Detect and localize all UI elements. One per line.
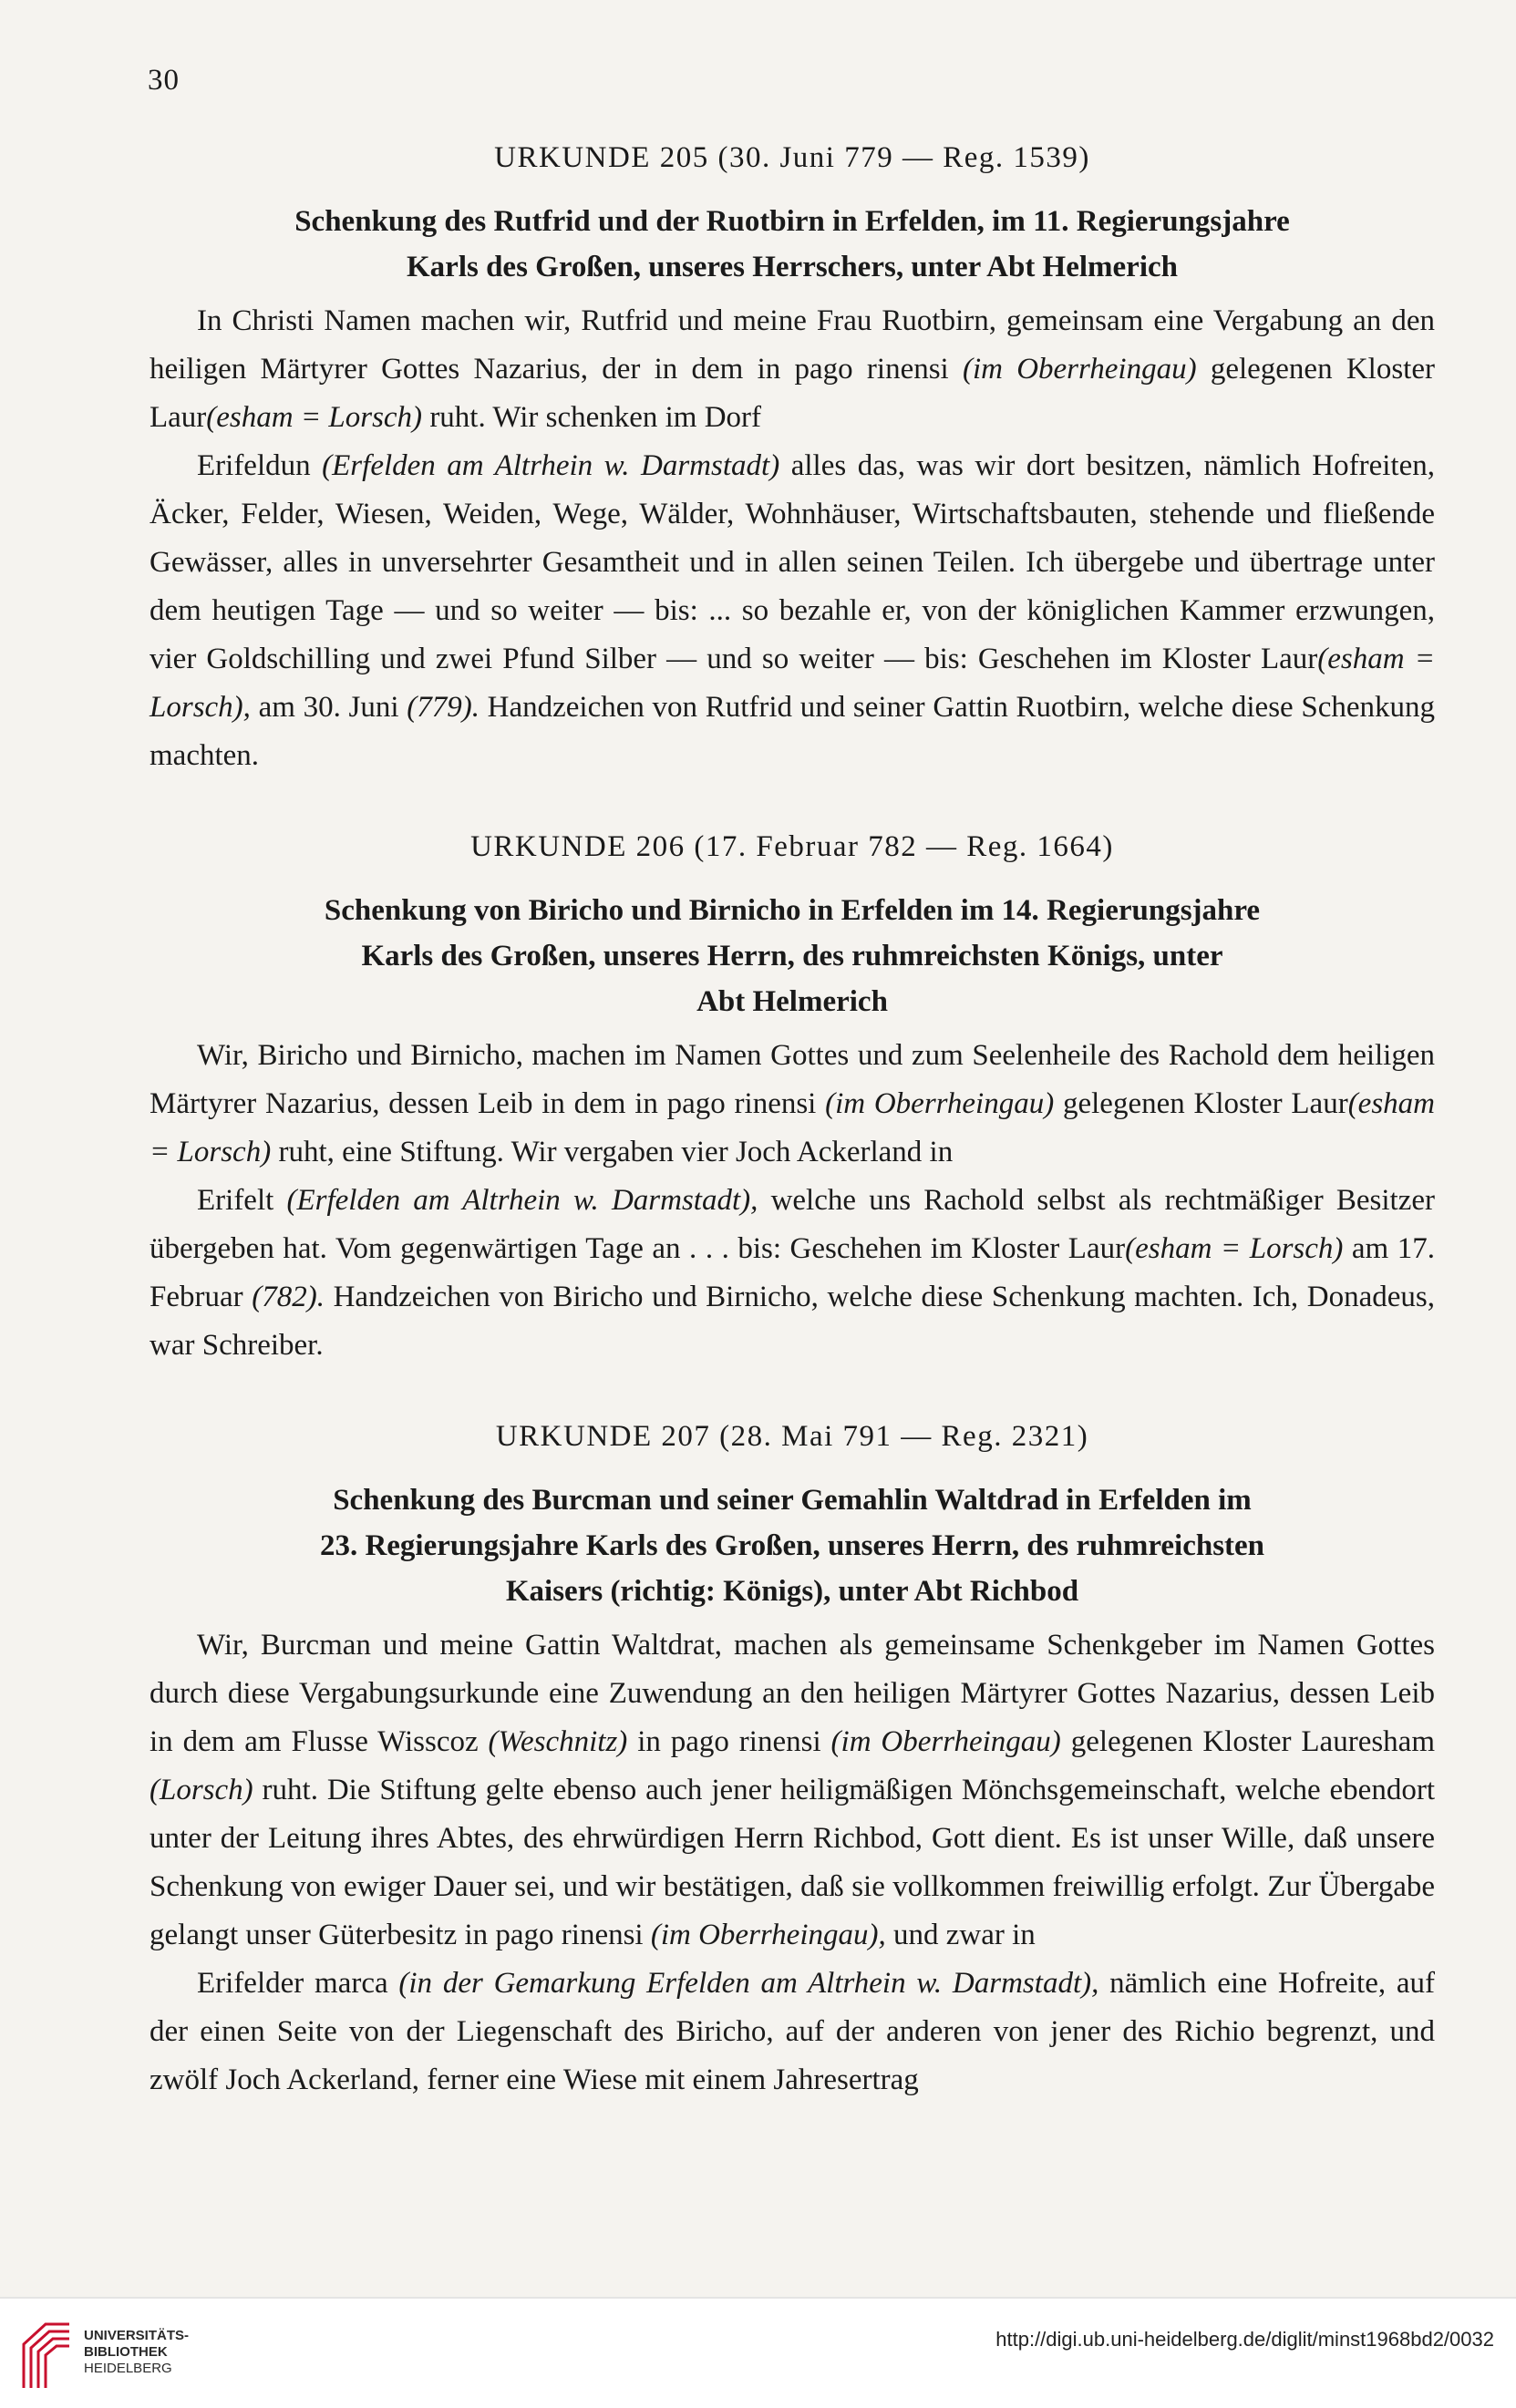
italic-annotation: (im Oberrheingau) (830, 1725, 1061, 1758)
charter-paragraph (150, 442, 1435, 780)
charter-section (150, 826, 1435, 1370)
text-run: Wir, Burcman und meine Gattin Waltdrat, machen als gemeinsame Schenkgeber im Namen Gottes durch diese Vergabungsurkunde eine Zuwendung an den heiligen Märtyrer Gottes Nazarius, dessen Leib in dem am Flusse Wisscoz (150, 1629, 1435, 1758)
text-run: Wir, Biricho und Birnicho, machen im Namen Gottes und zum Seelenheile des Rachold dem heiligen Märtyrer Nazarius, dessen Leib in dem in pago rinensi (150, 1039, 1435, 1120)
text-run: Handzeichen von Rutfrid und seiner Gattin Ruotbirn, welche diese Schenkung machten. (150, 691, 1436, 772)
italic-annotation: (esham = Lorsch) (206, 401, 423, 434)
charter-subtitle (150, 888, 1435, 1024)
footer-bar (0, 2297, 1516, 2408)
italic-annotation: (Erfelden am Altrhein w. Darmstadt), (286, 1184, 758, 1217)
charter-subtitle-line: Kaisers (richtig: Königs), unter Abt Richbod (505, 1575, 1079, 1608)
library-name-line-3: HEIDELBERG (84, 2361, 172, 2376)
charter-paragraph (150, 1177, 1435, 1370)
document-content (150, 137, 1435, 2104)
charter-heading: URKUNDE 206 (17. Februar 782 — Reg. 1664) (470, 830, 1114, 863)
charter-subtitle-line: Abt Helmerich (696, 985, 888, 1018)
text-run: am 17. Februar (150, 1232, 1435, 1313)
text-run: ruht. Die Stiftung gelte ebenso auch jener heiligmäßigen Mönchsgemeinschaft, welche ebendort unter der Leitung ihres Abtes, des ehrwürdigen Herrn Richbod, Gott dient. Es ist unser Wille, daß unsere Schenkung von ewiger Dauer sei, und wir bestätigen, daß sie vollkommen freiwillig erfolgt. Zur Übergabe gelangt unser Güterbesitz in pago rinensi (150, 1774, 1435, 1951)
text-run: gelegenen Kloster Laur (1054, 1087, 1348, 1120)
library-name-line-1: UNIVERSITÄTS- (84, 2328, 190, 2343)
charter-section (150, 137, 1435, 780)
charter-paragraph (150, 297, 1435, 442)
italic-annotation: (782). (252, 1281, 325, 1313)
italic-annotation: (im Oberrheingau) (962, 353, 1197, 386)
text-run: welche uns Rachold selbst als rechtmäßiger Besitzer übergeben hat. Vom gegenwärtigen Tage an . . . bis: Geschehen im Kloster Laur (150, 1184, 1435, 1265)
charter-heading: URKUNDE 205 (30. Juni 779 — Reg. 1539) (494, 141, 1090, 174)
charter-heading: URKUNDE 207 (28. Mai 791 — Reg. 2321) (495, 1420, 1089, 1453)
italic-annotation: (in der Gemarkung Erfelden am Altrhein w. Darmstadt), (398, 1967, 1099, 2000)
text-run: gelegenen Kloster Lauresham (1060, 1725, 1435, 1758)
charter-paragraph (150, 1621, 1435, 1960)
charter-subtitle-line: Schenkung des Burcman und seiner Gemahlin Waltdrad in Erfelden im (333, 1484, 1252, 1517)
charter-subtitle-line: Karls des Großen, unseres Herrschers, unter Abt Helmerich (407, 251, 1178, 283)
library-name (84, 2328, 189, 2377)
text-run: Erifelt (197, 1184, 287, 1217)
charter-subtitle-line: Karls des Großen, unseres Herrn, des ruhmreichsten Königs, unter (361, 940, 1223, 972)
charter-subtitle (150, 199, 1435, 290)
charter-paragraph (150, 1960, 1435, 2104)
charter-subtitle-line: Schenkung des Rutfrid und der Ruotbirn in Erfelden, im 11. Regierungsjahre (294, 205, 1290, 238)
text-run: Erifeldun (197, 449, 323, 482)
charter-paragraph (150, 1032, 1435, 1177)
source-url-link[interactable]: http://digi.ub.uni-heidelberg.de/diglit/minst1968bd2/0032 (995, 2328, 1494, 2351)
charter-section (150, 1415, 1435, 2104)
library-logo-icon[interactable] (18, 2317, 75, 2392)
italic-annotation: (esham = Lorsch) (150, 1087, 1435, 1168)
italic-annotation: (im Oberrheingau), (650, 1919, 886, 1951)
charter-subtitle (150, 1477, 1435, 1614)
text-run: gelegenen Kloster Laur (150, 353, 1435, 434)
italic-annotation: (esham = Lorsch) (1125, 1232, 1344, 1265)
italic-annotation: (Weschnitz) (488, 1725, 628, 1758)
charter-subtitle-line: Schenkung von Biricho und Birnicho in Erfelden im 14. Regierungsjahre (324, 894, 1261, 927)
text-run: ruht. Wir schenken im Dorf (422, 401, 762, 434)
italic-annotation: (Erfelden am Altrhein w. Darmstadt) (322, 449, 780, 482)
text-run: Erifelder marca (197, 1967, 399, 2000)
page-number: 30 (148, 64, 180, 97)
text-run: In Christi Namen machen wir, Rutfrid und meine Frau Ruotbirn, gemeinsam eine Vergabung an den heiligen Märtyrer Gottes Nazarius, der in dem in pago rinensi (150, 304, 1435, 386)
section-spacer (150, 780, 1435, 826)
section-spacer (150, 1370, 1435, 1415)
library-name-line-2: BIBLIOTHEK (84, 2344, 168, 2360)
italic-annotation: (im Oberrheingau) (825, 1087, 1055, 1120)
text-run: nämlich eine Hofreite, auf der einen Seite von der Liegenschaft des Biricho, auf der anderen von jener des Richio begrenzt, und zwölf Joch Ackerland, ferner eine Wiese mit einem Jahresertrag (150, 1967, 1436, 2096)
text-run: ruht, eine Stiftung. Wir vergaben vier Joch Ackerland in (271, 1136, 954, 1168)
italic-annotation: (esham = Lorsch), (150, 643, 1435, 724)
text-run: und zwar in (885, 1919, 1036, 1951)
italic-annotation: (Lorsch) (150, 1774, 253, 1806)
text-run: am 30. Juni (250, 691, 407, 724)
text-run: in pago rinensi (627, 1725, 831, 1758)
text-run: Handzeichen von Biricho und Birnicho, welche diese Schenkung machten. Ich, Donadeus, war Schreiber. (150, 1281, 1435, 1362)
charter-subtitle-line: 23. Regierungsjahre Karls des Großen, unseres Herrn, des ruhmreichsten (319, 1529, 1265, 1562)
italic-annotation: (779). (407, 691, 480, 724)
text-run: alles das, was wir dort besitzen, nämlich Hofreiten, Äcker, Felder, Wiesen, Weiden, Wege, Wälder, Wohnhäuser, Wirtschaftsbauten, stehende und fließende Gewässer, alles in unversehrter Gesamtheit und in allen seinen Teilen. Ich übergebe und übertrage unter dem heutigen Tage — und so weiter — bis: ... so bezahle er, von der königlichen Kammer erzwungen, vier Goldschilling und zwei Pfund Silber — und so weiter — bis: Geschehen im Kloster Laur (150, 449, 1435, 675)
